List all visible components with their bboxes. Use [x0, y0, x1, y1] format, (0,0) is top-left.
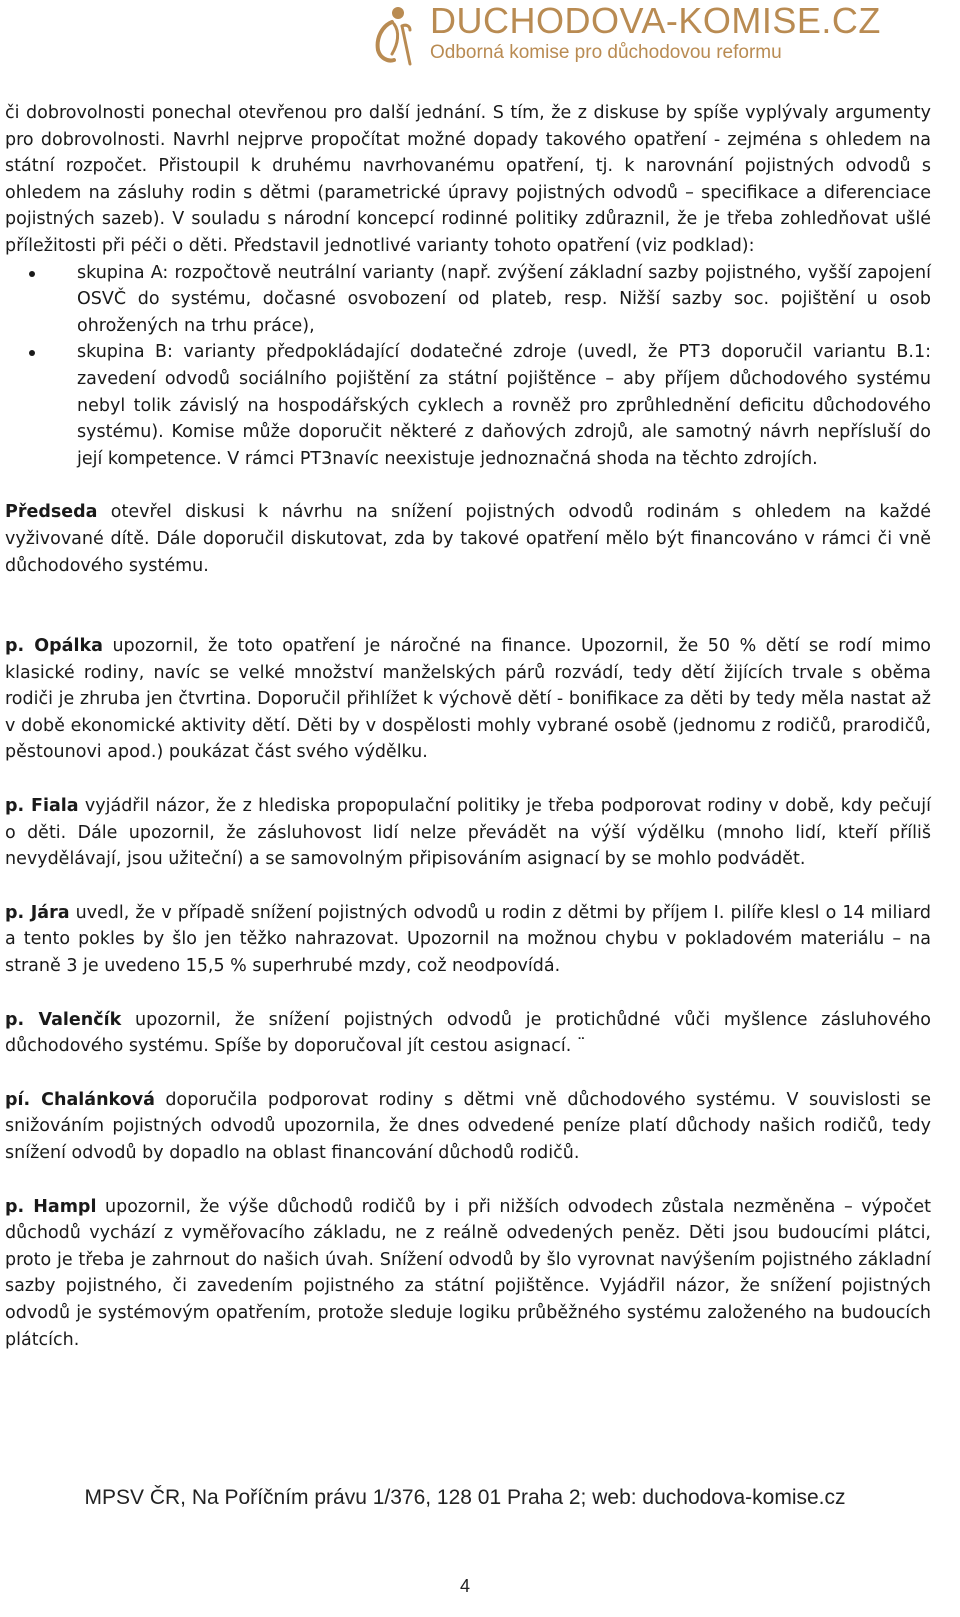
speaker-paragraph-predseda: Předseda otevřel diskusi k návrhu na snížení pojistných odvodů rodinám s ohledem na každé vyživované dítě. Dále doporučil diskutovat, zda by takové opatření mělo být financováno v rámci či vně důchodového systému. [5, 502, 931, 576]
speaker-name: p. Valenčík [5, 1009, 122, 1030]
site-subtitle: Odborná komise pro důchodovou reformu [430, 42, 782, 63]
speaker-name: p. Opálka [5, 636, 103, 657]
speaker-name: p. Hampl [5, 1196, 97, 1217]
list-item: skupina A: rozpočtově neutrální varianty (např. zvýšení základní sazby pojistného, vyšší zapojení OSVČ do systému, dočasné osvobození od plateb, resp. Nižší sazby soc. pojištění u osob ohrožených na trhu práce), [5, 260, 931, 340]
speaker-paragraph-valencik: p. Valenčík upozornil, že snížení pojistných odvodů je protichůdné vůči myšlence zásluhového důchodového systému. Spíše by doporučoval jít cestou asignací. ¨ [5, 1009, 932, 1057]
speaker-paragraph-hampl: p. Hampl upozornil, že výše důchodů rodičů by i při nižších odvodech zůstala nezměněna – výpočet důchodů vychází z vyměřovacího základu, ne z reálně odvedených peněz. Děti jsou budoucími plátci, proto je třeba je zahrnout do našich úvah. Snížení odvodů by šlo vyrovnat navýšením pojistného základní sazby pojistného, či zavedením pojistného za státní pojištěnce. Vyjádřil názor, že snížení pojistných odvodů je systémovým opatřením, protože sleduje logiku průběžného systému založeného na budoucích plátcích. [5, 1196, 932, 1350]
figure-with-cane-logo-icon [368, 4, 416, 66]
speaker-name: p. Fiala [5, 796, 79, 817]
speaker-paragraph-opalka: p. Opálka upozornil, že toto opatření je náročné na finance. Upozornil, že 50 % dětí se rodí mimo klasické rodiny, navíc se velké množství manželských párů rozvádí, tedy dětí žijících trvale s oběma rodiči je zhruba jen čtvrtina. Doporučil přihlížet k výchově dětí - bonifikace za děti by tedy měla nastat až v době ekonomické aktivity dětí. Děti by v dospělosti mohly vybrané osobě (jednomu z rodičů, prarodičů, pěstounovi apod.) poukázat část svého výdělku. [5, 636, 931, 763]
document-body [5, 100, 931, 1353]
page-footer: MPSV ČR, Na Poříčním právu 1/376, 128 01 Praha 2; web: duchodova-komise.cz [84, 1486, 846, 1509]
speaker-name: p. Jára [5, 902, 70, 923]
site-header [360, 0, 960, 74]
speaker-paragraph-chalankova: pí. Chalánková doporučila podporovat rodiny s dětmi vně důchodového systému. V souvislosti se snižováním pojistných odvodů upozornila, že dnes odvedené peníze platí důchody našich rodičů, tedy snížení odvodů by dopadlo na oblast financování důchodů rodičů. [5, 1089, 931, 1163]
speaker-paragraph-fiala: p. Fiala vyjádřil názor, že z hlediska propopulační politiky je třeba podporovat rodiny v době, kdy pečují o děti. Dále upozornil, že zásluhovost lidí nelze převádět na výší výdělku (mnoho lidí, kteří příliš nevydělávají, jsou užiteční) a se samovolným připisováním asignací by se mohlo podvádět. [5, 796, 931, 870]
speaker-name: pí. Chalánková [5, 1089, 155, 1110]
speaker-paragraph-jara: p. Jára uvedl, že v případě snížení pojistných odvodů u rodin z dětmi by příjem I. pilíře klesl o 14 miliard a tento pokles by šlo jen těžko nahrazovat. Upozornil na možnou chybu v pokladovém materiálu – na straně 3 je uvedeno 15,5 % superhrubé mzdy, což neodpovídá. [5, 902, 931, 977]
variant-list [5, 260, 931, 473]
intro-paragraph: či dobrovolnosti ponechal otevřenou pro další jednání. S tím, že z diskuse by spíše vyplývaly argumenty pro dobrovolnosti. Navrhl nejprve propočítat možné dopady takového opatření - zejména s ohledem na státní rozpočet. Přistoupil k druhému navrhovanému opatření, tj. k narovnání pojistných odvodů s ohledem na zásluhy rodin s dětmi (parametrické úpravy pojistných odvodů – specifikace a diferenciace pojistných sazeb). V souladu s národní koncepcí rodinné politiky zdůraznil, že je třeba zohledňovat ušlé příležitosti při péči o děti. Představil jednotlivé varianty tohoto opatření (viz podklad): [5, 103, 931, 256]
site-title: DUCHODOVA-KOMISE.CZ [430, 0, 881, 41]
bullet-icon [29, 271, 35, 277]
speaker-name: Předseda [5, 502, 98, 523]
bullet-icon [29, 350, 35, 356]
page-number: 4 [459, 1576, 470, 1596]
list-item: skupina B: varianty předpokládající dodatečné zdroje (uvedl, že PT3 doporučil variantu B.1: zavedení odvodů sociálního pojištění za státní pojištěnce – aby příjem důchodového systému nebyl tolik závislý na hospodářských cyklech a rovněž pro zprůhlednění deficitu důchodového systému). Komise může doporučit některé z daňových zdrojů, ale samotný návrh nepřísluší do její kompetence. V rámci PT3navíc neexistuje jednoznačná shoda na těchto zdrojích. [5, 339, 931, 472]
